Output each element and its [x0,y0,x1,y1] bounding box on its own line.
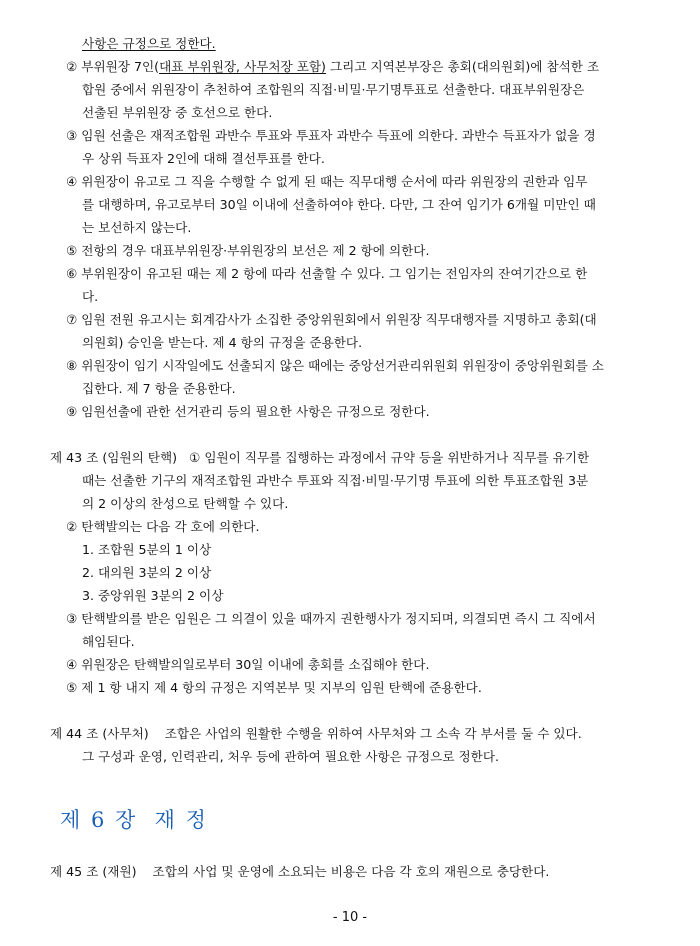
article-42-para-2-line-2: 합원 중에서 위원장이 추천하여 조합원의 직접·비밀·무기명투표로 선출한다. 대표부위원장은 [82,82,585,97]
article-42-para-8-line-2: 집한다. 제 7 항을 준용한다. [82,381,236,396]
article-43-para-2: ② 탄핵발의는 다음 각 호에 의한다. [66,519,260,534]
article-42-para-7-line-2: 의원회) 승인을 받는다. 제 4 항의 규정을 준용한다. [82,335,363,350]
chapter-6-heading: 제 6 장 재 정 [60,808,208,832]
para-2-text-a: ② 부위원장 7인( [66,59,160,74]
article-42-para-6-line-2: 다. [82,289,99,304]
article-43-item-3: 3. 중앙위원 3분의 2 이상 [82,588,224,603]
article-42-para-7-line-1: ⑦ 임원 전원 유고시는 회계감사가 소집한 중앙위원회에서 위원장 직무대행자를 지명하고 총회(대 [66,312,597,327]
article-43-item-1: 1. 조합원 5분의 1 이상 [82,542,212,557]
article-42-closing-line: 사항은 규정으로 정한다. [82,36,216,51]
article-44-line-2: 그 구성과 운영, 인력관리, 처우 등에 관하여 필요한 사항은 규정으로 정한다. [82,749,500,764]
article-42-para-2 [66,59,599,75]
article-42-para-8-line-1: ⑧ 위원장이 임기 시작일에도 선출되지 않은 때에는 중앙선거관리위원회 위원장이 중앙위원회를 소 [66,358,604,373]
article-45-heading-line: 제 45 조 (재원) 조합의 사업 및 운영에 소요되는 비용은 다음 각 호의 재원으로 충당한다. [50,864,550,879]
article-43-item-2: 2. 대의원 3분의 2 이상 [82,565,212,580]
para-2-text-b: 그리고 지역본부장은 총회(대의원회)에 참석한 조 [325,59,600,74]
article-43-para-3-line-2: 해임된다. [82,634,135,649]
article-42-para-4-line-2: 를 대행하며, 유고로부터 30일 이내에 선출하여야 한다. 다만, 그 잔여 임기가 6개월 미만인 때 [82,197,596,212]
page-number: - 10 - [332,910,368,925]
article-42-para-4-line-1: ④ 위원장이 유고로 그 직을 수행할 수 없게 된 때는 직무대행 순서에 따라 위원장의 권한과 임무 [66,174,588,189]
article-43-line-2: 때는 선출한 기구의 재적조합원 과반수 투표와 직접·비밀·무기명 투표에 의한 투표조합원 3분 [82,473,589,488]
article-42-para-2-line-3: 선출된 부위원장 중 호선으로 한다. [82,105,273,120]
article-42-para-4-line-3: 는 보선하지 않는다. [82,220,192,235]
article-43-line-3: 의 2 이상의 찬성으로 탄핵할 수 있다. [82,496,289,511]
article-43-para-3-line-1: ③ 탄핵발의를 받은 임원은 그 의결이 있을 때까지 권한행사가 정지되며, 의결되면 즉시 그 직에서 [66,611,596,626]
article-42-para-3-line-1: ③ 임원 선출은 재적조합원 과반수 투표와 투표자 과반수 득표에 의한다. 과반수 득표자가 없을 경 [66,128,596,143]
article-42-para-5: ⑤ 전항의 경우 대표부위원장·부위원장의 보선은 제 2 항에 의한다. [66,243,430,258]
article-42-para-6-line-1: ⑥ 부위원장이 유고된 때는 제 2 항에 따라 선출할 수 있다. 그 임기는 전임자의 잔여기간으로 한 [66,266,588,281]
article-43-para-5: ⑤ 제 1 항 내지 제 4 항의 규정은 지역본부 및 지부의 임원 탄핵에 준용한다. [66,680,482,695]
article-42-para-3-line-2: 우 상위 득표자 2인에 대해 결선투표를 한다. [82,151,325,166]
article-43-para-4: ④ 위원장은 탄핵발의일로부터 30일 이내에 총회를 소집해야 한다. [66,657,430,672]
para-2-underlined-text: 대표 부위원장, 사무처장 포함) [159,59,326,74]
article-42-para-9: ⑨ 임원선출에 관한 선거관리 등의 필요한 사항은 규정으로 정한다. [66,404,430,419]
article-43-heading-line: 제 43 조 (임원의 탄핵) ① 임원이 직무를 집행하는 과정에서 규약 등을 위반하거나 직무를 유기한 [50,450,590,465]
article-44-heading-line: 제 44 조 (사무처) 조합은 사업의 원활한 수행을 위하여 사무처와 그 소속 각 부서를 둘 수 있다. [50,726,582,741]
